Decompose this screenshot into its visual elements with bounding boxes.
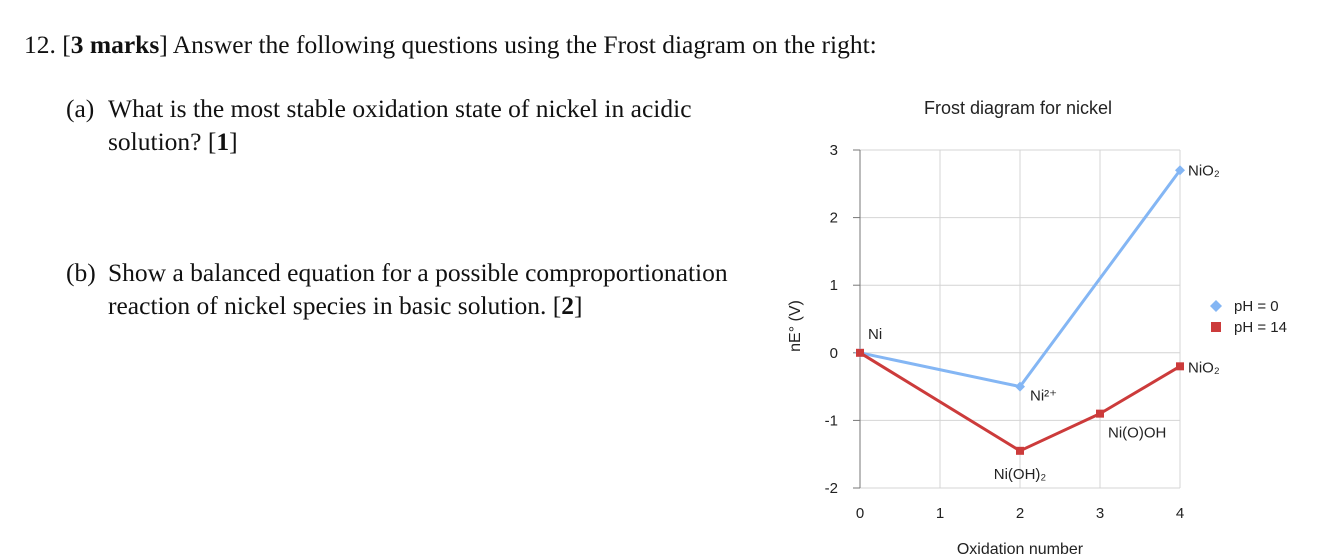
part-a-text: What is the most stable oxidation state of nickel in acidic solution? [ <box>108 94 692 156</box>
question-number: 12. <box>24 30 56 59</box>
y-tick-label: 2 <box>829 209 838 227</box>
data-point-square <box>1176 362 1184 370</box>
question-part-a <box>66 92 768 158</box>
marks-label: 3 marks <box>70 30 160 59</box>
y-tick-label: 0 <box>829 344 838 362</box>
part-b-text-block <box>108 256 768 322</box>
part-a-label: (a) <box>66 94 95 123</box>
part-a-marks: 1 <box>216 127 230 156</box>
question-heading <box>24 30 877 60</box>
data-point-square <box>856 349 864 357</box>
legend-marker-square <box>1211 322 1221 332</box>
marks-open: [ <box>62 30 71 59</box>
x-tick-label: 1 <box>935 505 945 522</box>
y-axis-label: nE° (V) <box>787 300 804 352</box>
y-tick-label: 3 <box>829 142 838 159</box>
legend-entry: pH = 14 <box>1234 319 1287 336</box>
point-label: NiO₂ <box>1188 359 1220 377</box>
part-b-text: Show a balanced equation for a possible comproportionation reaction of nickel species in basic solution. [ <box>108 258 728 320</box>
point-label: Ni(O)OH <box>1108 424 1167 442</box>
frost-diagram-chart <box>770 88 1330 560</box>
question-part-b <box>66 256 768 322</box>
part-b-label: (b) <box>66 258 96 287</box>
x-tick-label: 2 <box>1015 505 1025 522</box>
legend-marker-diamond <box>1210 300 1222 312</box>
x-tick-label: 0 <box>855 505 865 522</box>
data-point-square <box>1016 447 1024 455</box>
x-tick-label: 4 <box>1175 505 1185 522</box>
y-tick-label: 1 <box>829 277 838 295</box>
legend-entry: pH = 0 <box>1234 298 1279 315</box>
chart-legend <box>1210 298 1287 336</box>
point-label: Ni <box>868 325 883 343</box>
part-b-marks: 2 <box>561 291 574 320</box>
point-label: NiO₂ <box>1188 162 1220 180</box>
marks-close: ] <box>159 30 168 59</box>
part-b-close: ] <box>573 291 583 320</box>
chart-point-labels <box>868 162 1220 483</box>
chart-title: Frost diagram for nickel <box>923 98 1113 118</box>
point-label: Ni²⁺ <box>1030 387 1058 405</box>
x-axis-label: Oxidation number <box>956 541 1084 558</box>
point-label: Ni(OH)₂ <box>993 465 1047 483</box>
part-a-close: ] <box>229 127 238 156</box>
question-prompt: Answer the following questions using the Frost diagram on the right: <box>172 30 877 59</box>
data-point-square <box>1096 410 1104 418</box>
part-a-text-block <box>108 92 768 158</box>
y-tick-label: -2 <box>824 480 838 497</box>
x-tick-label: 3 <box>1095 505 1105 522</box>
y-tick-label: -1 <box>824 412 838 430</box>
